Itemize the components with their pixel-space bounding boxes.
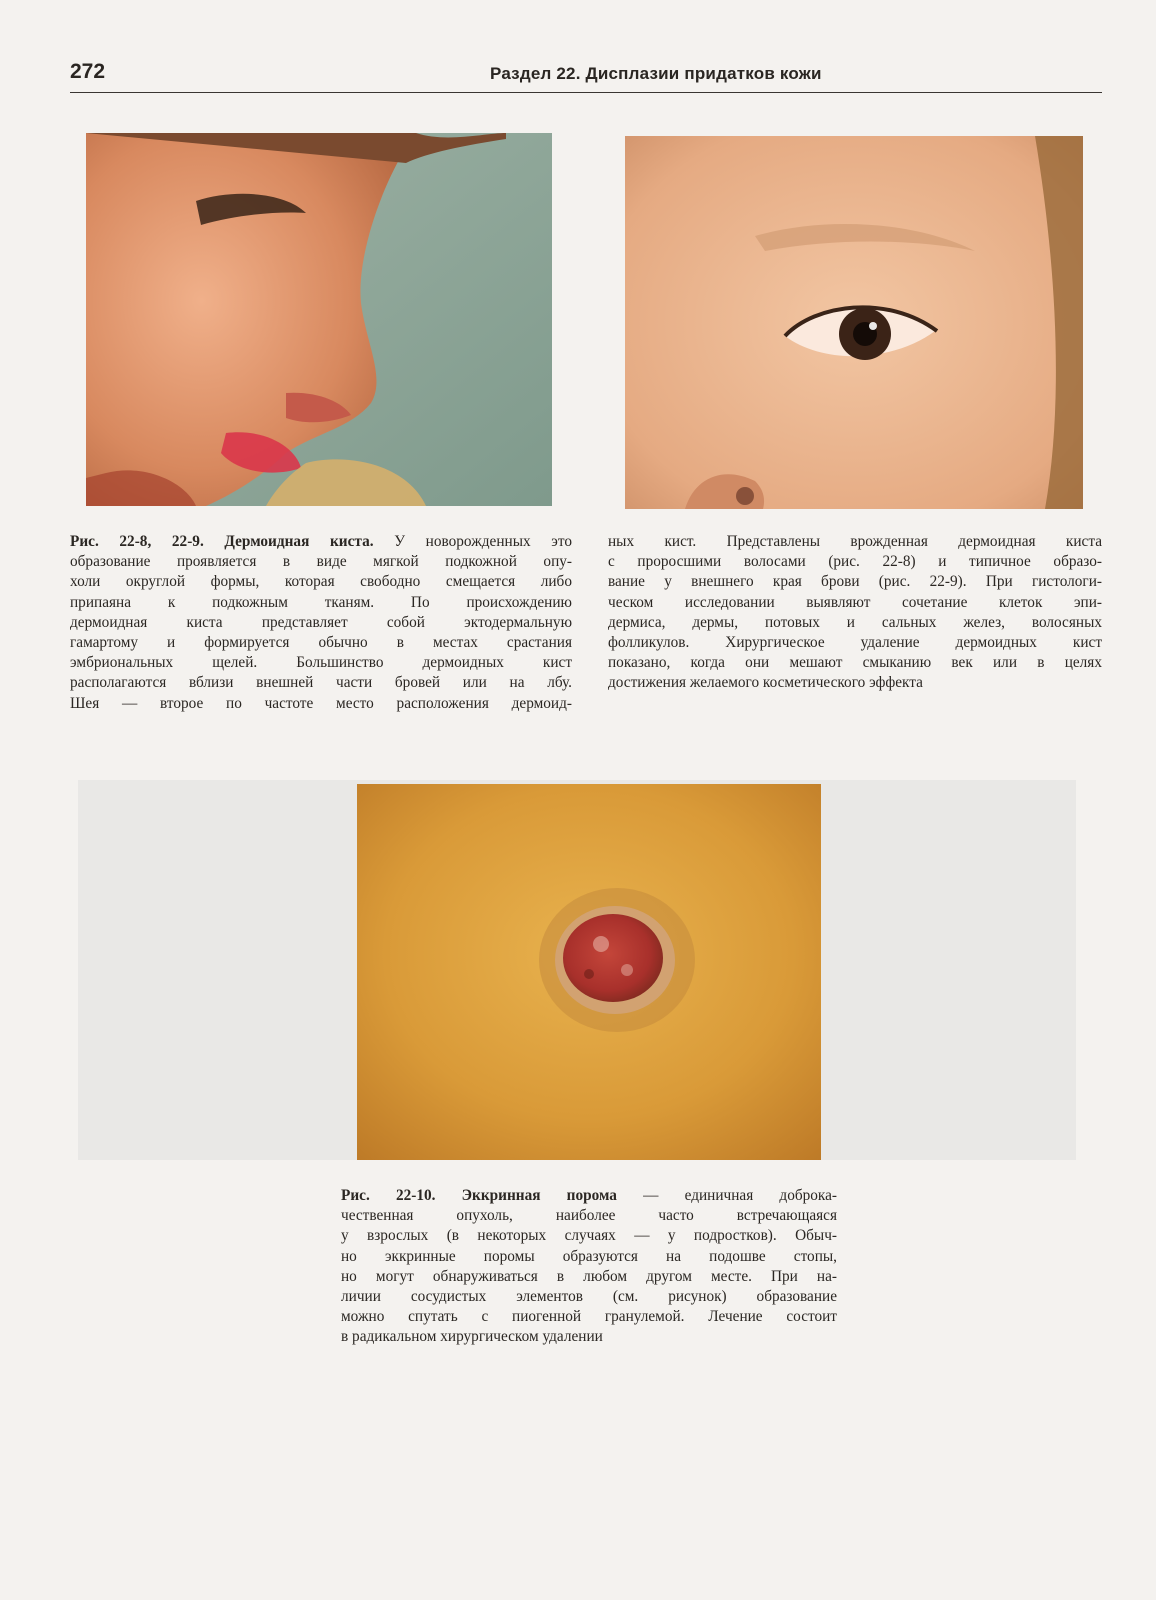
caption-line: ческом исследовании выявляют сочетание клеток эпи- [608, 593, 1102, 611]
caption-line: Шея — второе по частоте место расположения дермоид- [70, 694, 572, 712]
caption-line: у взрослых (в некоторых случаях — у подростков). Обыч- [341, 1227, 837, 1245]
caption-line: образование проявляется в виде мягкой подкожной опу- [70, 553, 572, 571]
figure-22-8-9-caption-right [608, 532, 1102, 694]
caption-line: но могут обнаруживаться в любом другом месте. При на- [341, 1267, 837, 1285]
caption-line: показано, когда они мешают смыканию век или в целях [608, 654, 1102, 672]
caption-line: в радикальном хирургическом удалении [341, 1328, 603, 1346]
page-header [70, 58, 1102, 93]
caption-line: можно спутать с пиогенной гранулемой. Лечение состоит [341, 1308, 837, 1326]
caption-line: чественная опухоль, наиболее часто встречающаяся [341, 1207, 837, 1225]
figure-22-8-9-caption-left [70, 532, 572, 714]
figure-22-8-9-label: Рис. 22-8, 22-9. Дермоидная киста. [70, 533, 374, 550]
caption-line: гамартому и формируется обычно в местах срастания [70, 634, 572, 652]
figure-22-9-photo [625, 136, 1083, 509]
caption-line: располагаются вблизи внешней части бровей или на лбу. [70, 674, 572, 692]
figure-22-10-photo [357, 784, 821, 1160]
page-number: 272 [70, 60, 106, 83]
figure-22-10-caption [341, 1186, 837, 1348]
caption-line: вание у внешнего края брови (рис. 22-9). При гистологи- [608, 573, 1102, 591]
caption-line: фолликулов. Хирургическое удаление дермоидных кист [608, 634, 1102, 652]
caption-line: достижения желаемого косметического эффекта [608, 674, 923, 692]
caption-line: У новорожденных это [373, 533, 572, 550]
caption-line: но эккринные поромы образуются на подошве стопы, [341, 1247, 837, 1265]
caption-line: дермоидная киста представляет собой эктодермальную [70, 613, 572, 631]
caption-line: — единичная доброка- [616, 1187, 838, 1204]
figure-22-8-photo [86, 133, 552, 506]
caption-line: дермиса, дермы, потовых и сальных желез, волосяных [608, 613, 1102, 631]
caption-line: эмбриональных щелей. Большинство дермоидных кист [70, 654, 572, 672]
caption-line: припаяна к подкожным тканям. По происхождению [70, 593, 572, 611]
figure-22-10-label: Рис. 22-10. Эккринная порома [341, 1187, 617, 1204]
caption-line: личии сосудистых элементов (см. рисунок) образование [341, 1288, 837, 1306]
caption-line: ных кист. Представлены врожденная дермоидная киста [608, 533, 1102, 550]
caption-line: холи округлой формы, которая свободно смещается либо [70, 573, 572, 591]
caption-line: с проросшими волосами (рис. 22-8) и типичное образо- [608, 553, 1102, 571]
running-title: Раздел 22. Дисплазии придатков кожи [490, 64, 822, 83]
